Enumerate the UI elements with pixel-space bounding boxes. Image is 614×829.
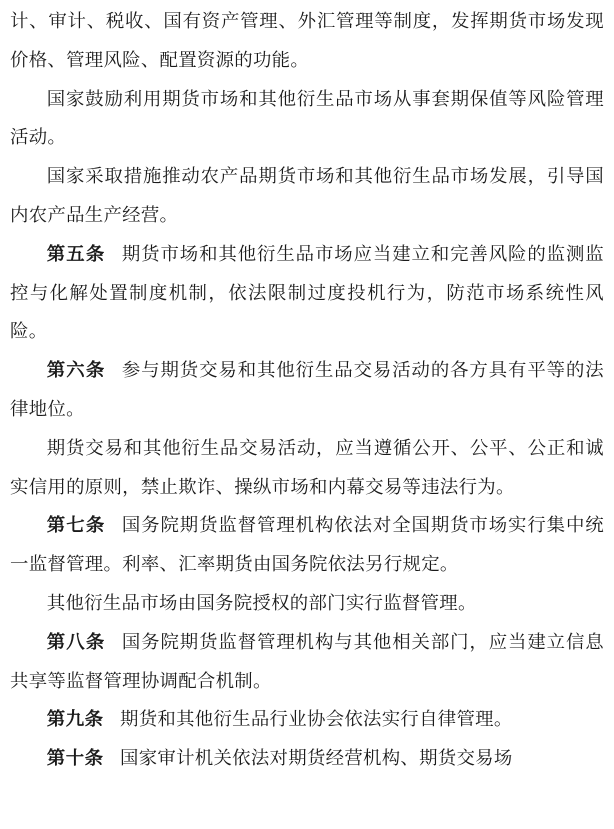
article-number: 第九条 bbox=[46, 709, 104, 731]
article-number: 第六条 bbox=[46, 360, 106, 382]
paragraph-text: 国家采取措施推动农产品期货市场和其他衍生品市场发展，引导国内农产品生产经营。 bbox=[10, 166, 604, 226]
article-7 bbox=[10, 507, 604, 585]
article-text: 期货市场和其他衍生品市场应当建立和完善风险的监测监控与化解处置制度机制，依法限制过度投机行为，防范市场系统性风险。 bbox=[10, 243, 604, 343]
paragraph-2 bbox=[10, 81, 604, 159]
article-text: 期货和其他衍生品行业协会依法实行自律管理。 bbox=[120, 709, 513, 731]
article-5 bbox=[10, 236, 604, 352]
article-9 bbox=[10, 701, 604, 740]
article-6 bbox=[10, 352, 604, 430]
paragraph-3 bbox=[10, 158, 604, 236]
article-text: 国务院期货监督管理机构依法对全国期货市场实行集中统一监督管理。利率、汇率期货由国务院依法另行规定。 bbox=[10, 515, 604, 576]
article-text: 国务院期货监督管理机构与其他相关部门，应当建立信息共享等监督管理协调配合机制。 bbox=[10, 631, 604, 692]
article-number: 第七条 bbox=[46, 515, 106, 537]
paragraph-text: 期货交易和其他衍生品交易活动，应当遵循公开、公平、公正和诚实信用的原则，禁止欺诈、操纵市场和内幕交易等违法行为。 bbox=[10, 437, 604, 498]
article-number: 第十条 bbox=[46, 748, 104, 770]
article-text: 参与期货交易和其他衍生品交易活动的各方具有平等的法律地位。 bbox=[10, 360, 604, 420]
paragraph-1 bbox=[10, 3, 604, 81]
article-number: 第八条 bbox=[46, 631, 106, 653]
paragraph-text: 国家鼓励利用期货市场和其他衍生品市场从事套期保值等风险管理活动。 bbox=[10, 88, 604, 149]
paragraph-8 bbox=[10, 585, 604, 624]
paragraph-text: 其他衍生品市场由国务院授权的部门实行监督管理。 bbox=[46, 592, 477, 614]
article-8 bbox=[10, 624, 604, 702]
article-10 bbox=[10, 740, 604, 779]
article-text: 国家审计机关依法对期货经营机构、期货交易场 bbox=[120, 748, 513, 770]
article-number: 第五条 bbox=[46, 243, 106, 265]
paragraph-6 bbox=[10, 430, 604, 508]
paragraph-text: 计、审计、税收、国有资产管理、外汇管理等制度，发挥期货市场发现价格、管理风险、配置资源的功能。 bbox=[10, 11, 604, 71]
